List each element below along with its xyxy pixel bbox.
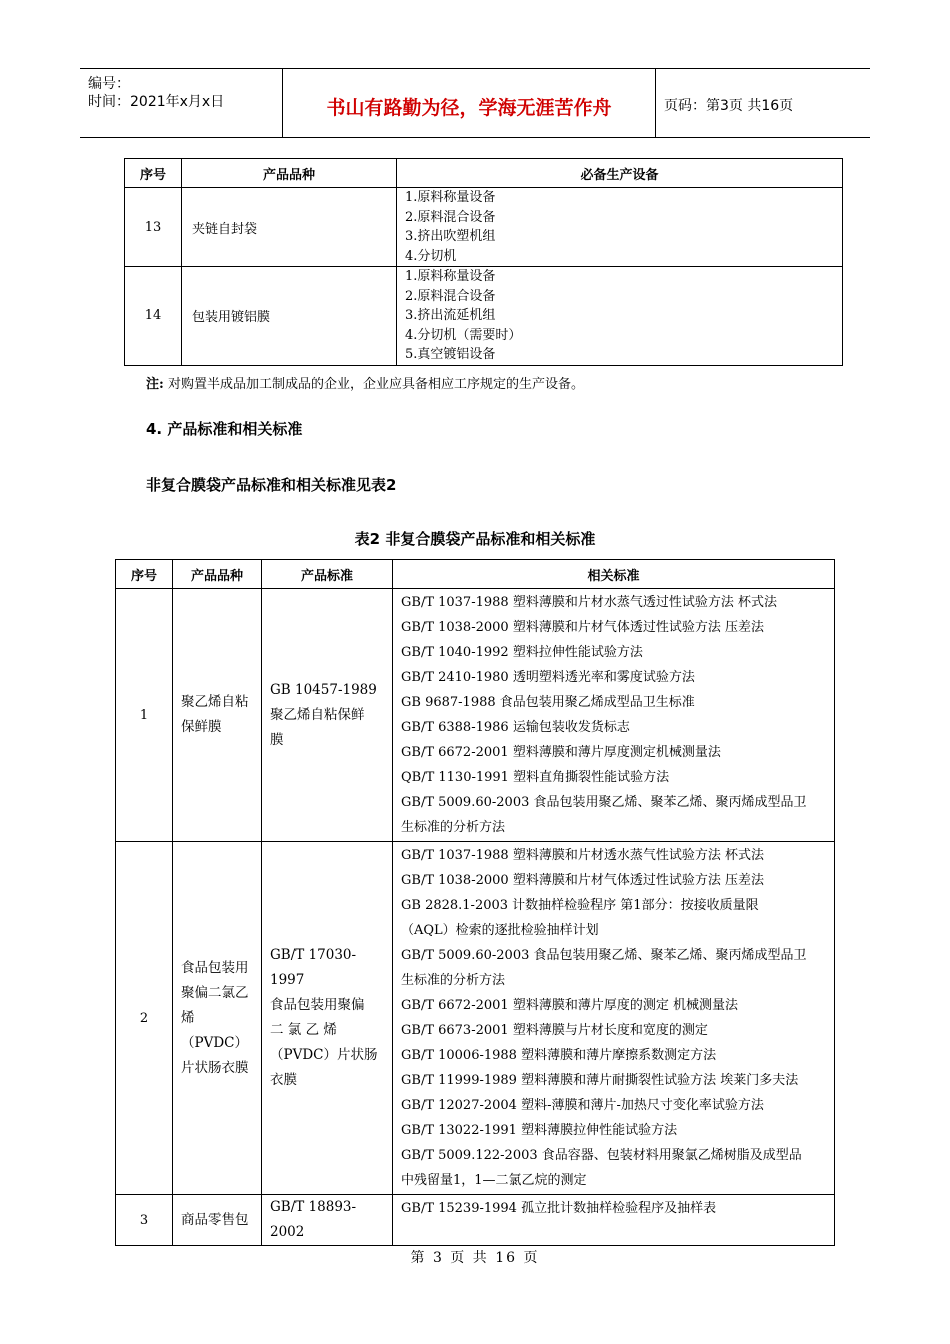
note-text: 对购置半成品加工制成品的企业，企业应具备相应工序规定的生产设备。 [163, 377, 584, 392]
header-info-cell [80, 69, 283, 137]
list-item: 5.真空镀铝设备 [405, 347, 496, 362]
page-number-label: 页码：第3页 共16页 [664, 98, 794, 114]
page-footer: 第 3 页 共 16 页 [410, 1250, 540, 1266]
row-seq: 3 [116, 1195, 173, 1246]
list-item: 2.原料混合设备 [405, 288, 496, 304]
related-standard: GB/T 10006-1988 塑料薄膜和薄片摩擦系数测定方法 [401, 1048, 717, 1063]
row-seq: 1 [116, 589, 173, 842]
product-line: 聚乙烯自粘 [181, 694, 249, 710]
related-standard: QB/T 1130-1991 塑料直角撕裂性能试验方法 [401, 770, 670, 785]
related-standard: 生标准的分析方法 [401, 820, 506, 835]
row-related-standards [393, 1195, 835, 1246]
table-row [125, 188, 843, 267]
standard-line: 聚乙烯自粘保鲜 [270, 706, 365, 723]
col-header-product: 产品品种 [182, 159, 397, 188]
list-item: 4.分切机（需要时） [405, 327, 522, 343]
table2-caption: 表2 非复合膜袋产品标准和相关标准 [354, 530, 596, 548]
number-label: 编号： [88, 76, 130, 92]
col-header-seq: 序号 [125, 159, 182, 188]
col-header-seq: 序号 [116, 560, 173, 589]
product-line: 聚偏二氯乙 [181, 984, 249, 1001]
standard-line: 衣膜 [270, 1072, 297, 1088]
list-item: 2.原料混合设备 [405, 209, 496, 225]
standard-line: GB 10457-1989 [270, 681, 377, 698]
equipment-table [124, 158, 843, 366]
related-standard: GB/T 13022-1991 塑料薄膜拉伸性能试验方法 [401, 1123, 678, 1138]
related-standard: 中残留量1，1—二氯乙烷的测定 [401, 1173, 587, 1188]
row-related-standards [393, 589, 835, 842]
note-label: 注: [146, 377, 164, 392]
row-product-standard [262, 1195, 393, 1246]
col-header-product: 产品品种 [173, 560, 262, 589]
standard-line: （PVDC）片状肠 [270, 1047, 378, 1063]
related-standard: GB/T 5009.122-2003 食品容器、包装材料用聚氯乙烯树脂及成型品 [401, 1148, 802, 1163]
related-standard: GB/T 15239-1994 孤立批计数抽样检验程序及抽样表 [401, 1201, 717, 1216]
header-page-cell [656, 69, 870, 137]
related-standard: GB 2828.1-2003 计数抽样检验程序 第1部分：按接收质量限 [401, 898, 759, 913]
row-product: 包装用镀铝膜 [182, 267, 397, 366]
section-subtitle: 非复合膜袋产品标准和相关标准见表2 [146, 476, 397, 494]
related-standard: GB/T 1040-1992 塑料拉伸性能试验方法 [401, 645, 643, 660]
table-row [116, 1195, 835, 1246]
product-line: 食品包装用 [181, 959, 249, 976]
related-standard: GB/T 2410-1980 透明塑料透光率和雾度试验方法 [401, 670, 695, 685]
related-standard: GB/T 11999-1989 塑料薄膜和薄片耐撕裂性试验方法 埃莱门多夫法 [401, 1073, 799, 1088]
list-item: 1.原料称量设备 [405, 190, 496, 205]
product-line: （PVDC） [181, 1034, 248, 1051]
product-line: 商品零售包 [181, 1211, 249, 1228]
table-row [125, 267, 843, 366]
product-line: 烯 [181, 1009, 195, 1026]
standard-line: 膜 [270, 731, 284, 748]
related-standard: GB/T 1038-2000 塑料薄膜和片材气体透过性试验方法 压差法 [401, 620, 764, 635]
related-standard: GB/T 1038-2000 塑料薄膜和片材气体透过性试验方法 压差法 [401, 873, 764, 888]
row-seq: 14 [125, 267, 182, 366]
standard-line: 二 氯 乙 烯 [270, 1022, 337, 1038]
related-standard: GB/T 6672-2001 塑料薄膜和薄片厚度测定机械测量法 [401, 745, 721, 760]
related-standard: GB/T 5009.60-2003 食品包装用聚乙烯、聚苯乙烯、聚丙烯成型品卫 [401, 795, 807, 810]
related-standard: GB/T 1037-1988 塑料薄膜和片材水蒸气透过性试验方法 杯式法 [401, 595, 777, 610]
related-standard: GB/T 12027-2004 塑料-薄膜和薄片-加热尺寸变化率试验方法 [401, 1098, 764, 1113]
standard-line: GB/T 18893-2002 [270, 1199, 357, 1240]
table-row [116, 589, 835, 842]
related-standard: （AQL）检索的逐批检验抽样计划 [401, 923, 599, 938]
product-line: 保鲜膜 [181, 719, 222, 735]
list-item: 4.分切机 [405, 248, 457, 264]
col-header-equipment: 必备生产设备 [397, 159, 843, 188]
list-item: 3.挤出吹塑机组 [405, 229, 496, 244]
row-product: 夹链自封袋 [182, 188, 397, 267]
row-seq: 2 [116, 842, 173, 1195]
header-motto-cell [283, 69, 656, 137]
list-item: 1.原料称量设备 [405, 269, 496, 284]
time-label: 时间：2021年x月x日 [88, 94, 225, 110]
standards-table [115, 559, 835, 1246]
page-header [80, 68, 870, 138]
motto: 书山有路勤为径，学海无涯苦作舟 [326, 97, 612, 119]
col-header-product-standard: 产品标准 [262, 560, 393, 589]
row-product [173, 589, 262, 842]
table-row [116, 842, 835, 1195]
row-equipment-list [397, 267, 843, 366]
related-standard: GB/T 6672-2001 塑料薄膜和薄片厚度的测定 机械测量法 [401, 998, 738, 1013]
related-standard: GB/T 5009.60-2003 食品包装用聚乙烯、聚苯乙烯、聚丙烯成型品卫 [401, 948, 807, 963]
related-standard: GB/T 6673-2001 塑料薄膜与片材长度和宽度的测定 [401, 1023, 708, 1038]
related-standard: GB/T 6388-1986 运输包装收发货标志 [401, 720, 630, 735]
list-item: 3.挤出流延机组 [405, 308, 496, 323]
section-title: 4. 产品标准和相关标准 [146, 420, 303, 438]
table-note [146, 373, 584, 392]
standard-line: GB/T 17030-1997 [270, 947, 357, 988]
table-header-row [116, 560, 835, 589]
row-product-standard [262, 589, 393, 842]
related-standard: 生标准的分析方法 [401, 973, 506, 988]
row-product-standard [262, 842, 393, 1195]
table-header-row [125, 159, 843, 188]
related-standard: GB 9687-1988 食品包装用聚乙烯成型品卫生标准 [401, 695, 695, 710]
col-header-related-standards: 相关标准 [393, 560, 835, 589]
row-product [173, 1195, 262, 1246]
row-equipment-list [397, 188, 843, 267]
row-product [173, 842, 262, 1195]
row-related-standards [393, 842, 835, 1195]
standard-line: 食品包装用聚偏 [270, 997, 365, 1013]
row-seq: 13 [125, 188, 182, 267]
related-standard: GB/T 1037-1988 塑料薄膜和片材透水蒸气性试验方法 杯式法 [401, 848, 764, 863]
product-line: 片状肠衣膜 [181, 1059, 249, 1076]
